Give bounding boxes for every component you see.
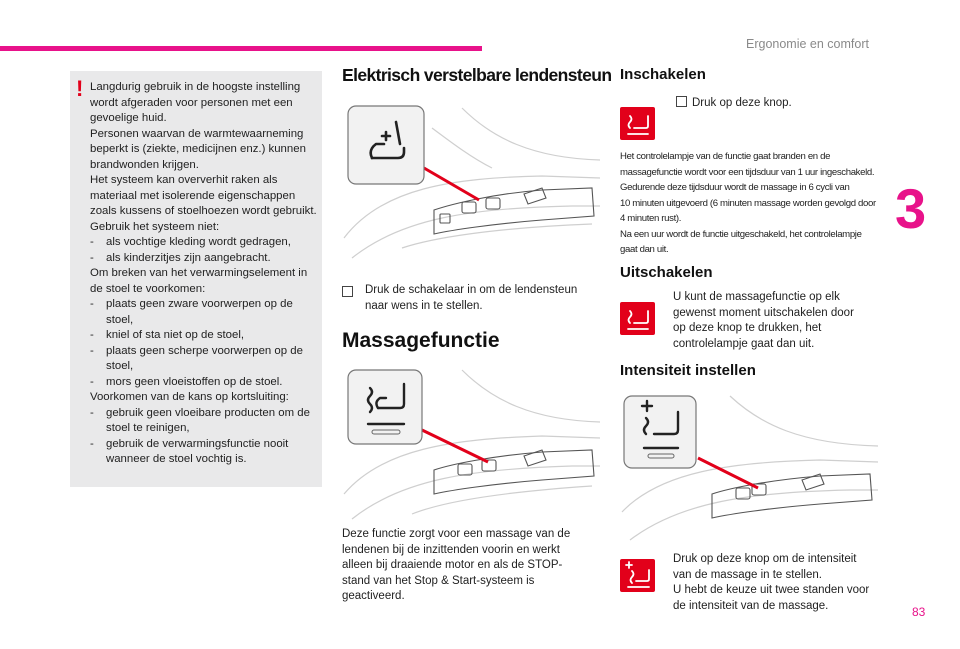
massage-switch-illustration (342, 364, 604, 524)
massage-button-icon-off[interactable] (620, 302, 655, 335)
note-line: Gedurende deze tijdsduur wordt de massage in 6 cycli van (620, 182, 850, 193)
massage-description: Deze functie zorgt voor een massage van de lendenen bij de inzittenden voorin en werkt alleen bij draaiende motor en als de STOP-stand van het Stop & Start-systeem is geactiveerd. (342, 528, 571, 602)
warning-text (90, 80, 320, 468)
lumbar-switch-illustration (342, 98, 604, 266)
intensity-button-icon[interactable] (620, 559, 655, 592)
warning-paragraph: Voorkomen van de kans op kortsluiting: (90, 391, 289, 403)
heading-intensiteit: Intensiteit instellen (620, 362, 756, 379)
warning-list-item: - gebruik de verwarmingsfunctie nooit wanneer de stoel vochtig is. (90, 437, 320, 468)
note-line: massagefunctie wordt voor een tijdsduur van 1 uur ingeschakeld. (620, 166, 875, 178)
warning-list-item: - plaats geen scherpe voorwerpen op de stoel, (90, 344, 320, 375)
intensiteit-text (673, 552, 873, 614)
heading-uitschakelen: Uitschakelen (620, 264, 713, 281)
warning-paragraph: Om breken van het verwarmingselement in de stoel te voorkomen: (90, 267, 308, 295)
warning-icon: ! (76, 76, 84, 101)
heading-lendensteun: Elektrisch verstelbare lendensteun (342, 65, 612, 85)
warning-list-item: - gebruik geen vloeibare producten om de stoel te reinigen, (90, 406, 320, 437)
checkbox-bullet-icon (342, 286, 353, 297)
checkbox-bullet-icon (676, 96, 687, 107)
massage-button-icon[interactable] (620, 107, 655, 140)
intensity-switch-illustration (620, 392, 882, 544)
intensiteit-text-1: Druk op deze knop om de intensiteit van de massage in te stellen. (673, 553, 857, 581)
warning-list-item: - plaats geen zware voorwerpen op de stoel, (90, 297, 320, 328)
heading-massagefunctie: Massagefunctie (342, 329, 500, 352)
page-number: 83 (912, 605, 926, 619)
uitschakelen-text: U kunt de massagefunctie op elk gewenst moment uitschakelen door op deze knop te drukken, het controlelampje gaat dan uit. (673, 291, 854, 350)
note-line: 10 minuten uitgevoerd (6 minuten massage worden gevolgd door (620, 197, 876, 209)
warning-paragraph: Langdurig gebruik in de hoogste instelling wordt afgeraden voor personen met een gevoelige huid. (90, 81, 301, 124)
note-line: Na een uur wordt de functie uitgeschakeld, het controlelampje (620, 228, 862, 240)
inschakelen-note (620, 149, 888, 258)
section-title: Ergonomie en comfort (746, 37, 869, 51)
warning-paragraph: Het systeem kan oververhit raken als materiaal met isolerende eigenschappen zoals kussens of stoelhoezen wordt gebruikt. (90, 174, 317, 217)
warning-list-item: - als kinderzitjes zijn aangebracht. (90, 251, 320, 267)
chapter-number: 3 (895, 177, 927, 240)
warning-paragraph: Personen waarvan de warmtewaarneming beperkt is (ziekte, medicijnen enz.) kunnen brandwonden krijgen. (90, 127, 306, 171)
heading-inschakelen: Inschakelen (620, 66, 706, 83)
intensiteit-text-2: U hebt de keuze uit twee standen voor de intensiteit van de massage. (673, 584, 870, 612)
note-line: 4 minuten rust). (620, 213, 682, 224)
header-accent-bar (0, 46, 482, 51)
warning-list-item: - kniel of sta niet op de stoel, (90, 328, 320, 344)
warning-list-item: - mors geen vloeistoffen op de stoel. (90, 375, 320, 391)
warning-list-item: - als vochtige kleding wordt gedragen, (90, 235, 320, 251)
note-line: gaat dan uit. (620, 244, 669, 255)
warning-paragraph: Gebruik het systeem niet: (90, 220, 220, 233)
note-line: Het controlelampje van de functie gaat branden en de (620, 151, 831, 162)
lendensteun-instruction: Druk de schakelaar in om de lendensteun naar wens in te stellen. (342, 283, 592, 314)
inschakelen-instruction: Druk op deze knop. (676, 96, 826, 112)
